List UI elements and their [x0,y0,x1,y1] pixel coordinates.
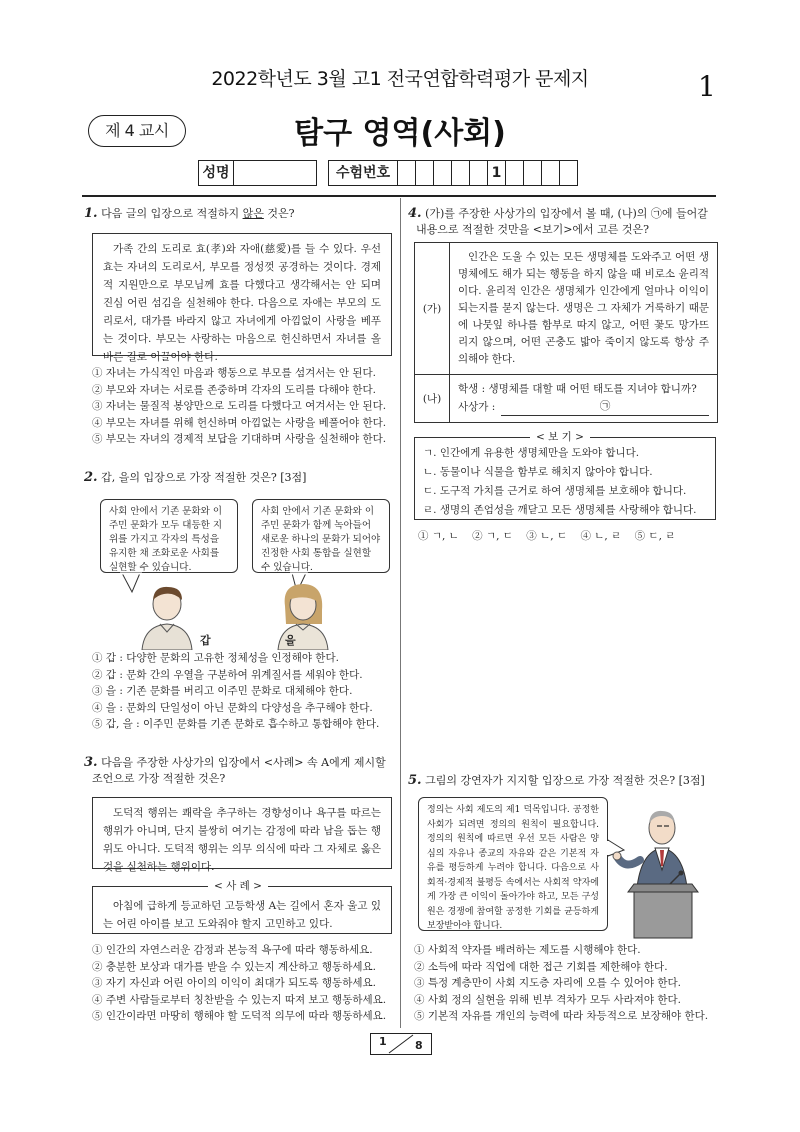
q4-blank: ㉠ [501,398,709,416]
q3-option-4[interactable]: ④ 주변 사람들로부터 칭찬받을 수 있는지 따져 보고 행동하세요. [92,993,387,1006]
q1-prompt-underline: 않은 [242,207,264,220]
exam-id-cell-digit: 1 [488,161,506,185]
q4-row-ga [415,243,717,375]
q4-bogi-1: ㄱ. 인간에게 유용한 생명체만을 도와야 합니다. [423,447,640,459]
q4-bogi-box [414,437,716,520]
q3-option-3[interactable]: ③ 자기 자신과 어린 아이의 이익이 최대가 되도록 행동하세요. [92,977,376,989]
q3-prompt-line1: 다음을 주장한 사상가의 입장에서 <사례> 속 A에게 제시할 [101,756,386,769]
q3-option-2[interactable]: ② 충분한 보상과 대가를 받을 수 있는지 계산하고 행동하세요. [92,960,376,973]
footer-total: 8 [415,1039,423,1052]
q4-prompt-line1: (가)를 주장한 사상가의 입장에서 볼 때, (나)의 ㉠에 들어갈 [425,207,708,220]
q1-prompt-tail: 것은? [263,207,295,220]
q4-table [414,242,718,423]
q4-number: 4. [408,206,422,221]
q4-na-tag: (나) [415,375,450,422]
q5-options [414,942,708,1025]
q4-options[interactable]: ① ㄱ, ㄴ ② ㄱ, ㄷ ③ ㄴ, ㄷ ④ ㄴ, ㄹ ⑤ ㄷ, ㄹ [418,530,676,542]
exam-id-cell[interactable] [434,161,452,185]
name-field[interactable] [198,160,317,186]
q1-option-5[interactable]: ⑤ 부모는 자녀의 경제적 보답을 기대하며 사랑을 실천해야 한다. [92,433,387,445]
q5-lecturer-illustration [600,800,718,940]
exam-id-cell[interactable] [560,161,578,185]
q2-option-3[interactable]: ③ 을 : 기존 문화를 버리고 이주민 문화로 대체해야 한다. [92,685,353,697]
q3-passage: 도덕적 행위는 쾌락을 추구하는 경향성이나 욕구를 따르는 행위가 아니며, 단지 불쌍히 여기는 감정에 따라 남을 돕는 행위도 아니다. 도덕적 행위는 의무 의식에 따라 그 자체로 옳은 것을 실천하는 행위이다. [92,797,392,869]
q5-prompt [408,773,718,789]
q2-number: 2. [84,470,98,485]
q3-case-box: 아침에 급하게 등교하던 고등학생 A는 길에서 혼자 울고 있는 어린 아이를 보고 도와줘야 할지 고민하고 있다. [92,886,392,934]
q2-option-1[interactable]: ① 갑 : 다양한 문화의 고유한 정체성을 인정해야 한다. [92,652,339,664]
q1-prompt [84,206,394,222]
q4-ga-text: 인간은 도울 수 있는 모든 생명체를 도와주고 어떤 생명체에도 해가 되는 행동을 하지 않을 때 비로소 윤리적이다. 윤리적 인간은 생명체가 인간에게 얼마나 이익이 되는지를 묻지 않는다. 생명은 그 자체가 거룩하기 때문에 나뭇잎 하나를 함부로 따지 않고, 어떤 꽃도 망가뜨리지 않으며, 어떤 곤충도 밟아 죽이지 않도록 항상 주의해야 한다. [458,251,709,365]
exam-id-cell[interactable] [398,161,416,185]
q4-bogi-3: ㄷ. 도구적 가치를 근거로 하여 생명체를 보호해야 합니다. [423,485,687,497]
subject-title: 탐구 영역(사회) [294,116,506,151]
q3-number: 3. [84,755,98,770]
q4-na-student: 학생 : 생명체를 대할 때 어떤 태도를 지녀야 합니까? [458,383,697,395]
q3-option-1[interactable]: ① 인간의 자연스러운 감정과 본능적 욕구에 따라 행동하세요. [92,944,373,956]
q4-bogi-title: < 보 기 > [530,429,590,444]
q2-label-eul: 을 [285,634,296,647]
q3-prompt-line2: 조언으로 가장 적절한 것은? [92,772,226,785]
q5-option-4[interactable]: ④ 사회 정의 실현을 위해 빈부 격차가 모두 사라져야 한다. [414,993,682,1006]
q2-bubble-gap: 사회 안에서 기존 문화와 이주민 문화가 모두 대등한 지위를 가지고 각자의 특성을 유지한 채 조화로운 사회를 실현할 수 있습니다. [100,499,238,573]
q4-prompt [408,206,718,238]
q2-label-gap: 갑 [200,634,211,647]
q2-option-5[interactable]: ⑤ 갑, 을 : 이주민 문화를 기존 문화로 흡수하고 통합해야 한다. [92,718,380,730]
q1-option-1[interactable]: ① 자녀는 가식적인 마음과 행동으로 부모를 섬겨서는 안 된다. [92,367,376,379]
q5-prompt-text: 그림의 강연자가 지지할 입장으로 가장 적절한 것은? [3점] [425,774,705,787]
q2-prompt [84,470,394,486]
q3-case-title: < 사 례 > [208,878,268,893]
footer-page: 1 [379,1035,387,1048]
exam-id-field[interactable] [328,160,578,186]
q4-prompt-line2: 내용으로 적절한 것만을 <보기>에서 고른 것은? [416,223,650,236]
exam-id-cell[interactable] [524,161,542,185]
q5-option-2[interactable]: ② 소득에 따라 직업에 대한 접근 기회를 제한해야 한다. [414,960,668,973]
q1-option-3[interactable]: ③ 자녀는 물질적 봉양만으로 도리를 다했다고 여겨서는 안 된다. [92,400,387,412]
exam-id-cell[interactable] [506,161,524,185]
q1-option-4[interactable]: ④ 부모는 자녀를 위해 헌신하며 아낌없는 사랑을 베풀어야 한다. [92,416,387,429]
page-number: 1 [698,70,716,103]
q4-na-thinker-line [458,398,709,416]
q5-speech-bubble: 정의는 사회 제도의 제1 덕목입니다. 공정한 사회가 되려면 정의의 원칙이 필요합니다. 정의의 원칙에 따르면 우선 모든 사람은 양심의 자유나 종교의 자유와 같은 기본적 자유를 평등하게 누려야 합니다. 다음으로 사회적·경제적 불평등 속에서는 사회적 약자에게 가장 큰 이익이 돌아가야 하고, 모든 구성원은 경쟁에 참여할 공정한 기회를 균등하게 보장받아야 합니다. [418,797,608,931]
q2-prompt-text: 갑, 을의 입장으로 가장 적절한 것은? [3점] [101,471,307,484]
page-footer [370,1033,432,1055]
exam-id-label: 수험번호 [329,161,398,185]
q4-row-na [415,375,717,422]
q4-na-content [450,375,717,422]
q2-bubble-eul: 사회 안에서 기존 문화와 이주민 문화가 함께 녹아들어 새로운 하나의 문화가 되어야 진정한 사회 통합을 실현할 수 있습니다. [252,499,390,573]
q2-options [92,650,379,733]
header-rule [82,195,716,197]
q4-ga-tag: (가) [415,243,450,374]
q3-option-5[interactable]: ⑤ 인간이라면 마땅히 행해야 할 도덕적 의무에 따라 행동하세요. [92,1010,387,1022]
q2-option-2[interactable]: ② 갑 : 문화 간의 우열을 구분하여 위계질서를 세워야 한다. [92,668,363,681]
period-badge: 제 4 교시 [88,115,186,147]
q2-option-4[interactable]: ④ 을 : 문화의 단일성이 아닌 문화의 다양성을 추구해야 한다. [92,701,373,714]
q5-option-3[interactable]: ③ 특정 계층만이 사회 지도층 자리에 오를 수 있어야 한다. [414,977,682,989]
name-label: 성명 [199,161,234,185]
name-input-cell[interactable] [234,161,317,185]
q4-na-thinker: 사상가 : [458,401,496,413]
q3-prompt [84,755,394,787]
q1-option-2[interactable]: ② 부모와 자녀는 서로를 존중하며 각자의 도리를 다해야 한다. [92,383,376,396]
exam-id-cell[interactable] [470,161,488,185]
gap-figure-icon [142,587,192,650]
q1-number: 1. [84,206,98,221]
q2-illustration [92,570,392,650]
q5-option-1[interactable]: ① 사회적 약자를 배려하는 제도를 시행해야 한다. [414,944,641,956]
exam-id-cell[interactable] [542,161,560,185]
q4-bogi-2: ㄴ. 동물이나 식물을 함부로 해치지 않아야 합니다. [423,466,653,478]
exam-title: 2022학년도 3월 고1 전국연합학력평가 문제지 [211,68,589,90]
q1-prompt-text: 다음 글의 입장으로 적절하지 [101,207,243,220]
exam-id-cell[interactable] [416,161,434,185]
q4-bogi-4: ㄹ. 생명의 존엄성을 깨닫고 모든 생명체를 사랑해야 합니다. [423,504,697,516]
q3-options [92,942,386,1025]
q1-passage: 가족 간의 도리로 효(孝)와 자애(慈愛)를 들 수 있다. 우선 효는 자녀의 도리로서, 부모를 정성껏 공경하는 것이다. 경제적 지원만으로 부모님께 효를 다했다고 생각해서는 안 되며 진심 어린 섬김을 실천해야 한다. 다음으로 자애는 부모의 도리로서, 대가를 바라지 않고 자녀에게 아낌없이 사랑을 베푸는 것이다. 부모는 사랑하는 마음으로 헌신하면서 자녀를 올바른 길로 이끌어야 한다. [92,233,392,356]
exam-id-cell[interactable] [452,161,470,185]
q1-options [92,365,386,448]
q5-number: 5. [408,773,422,788]
column-divider [400,198,401,1028]
q5-option-5[interactable]: ⑤ 기본적 자유를 개인의 능력에 따라 차등적으로 보장해야 한다. [414,1010,709,1022]
bubble-tail-gap [122,573,140,592]
